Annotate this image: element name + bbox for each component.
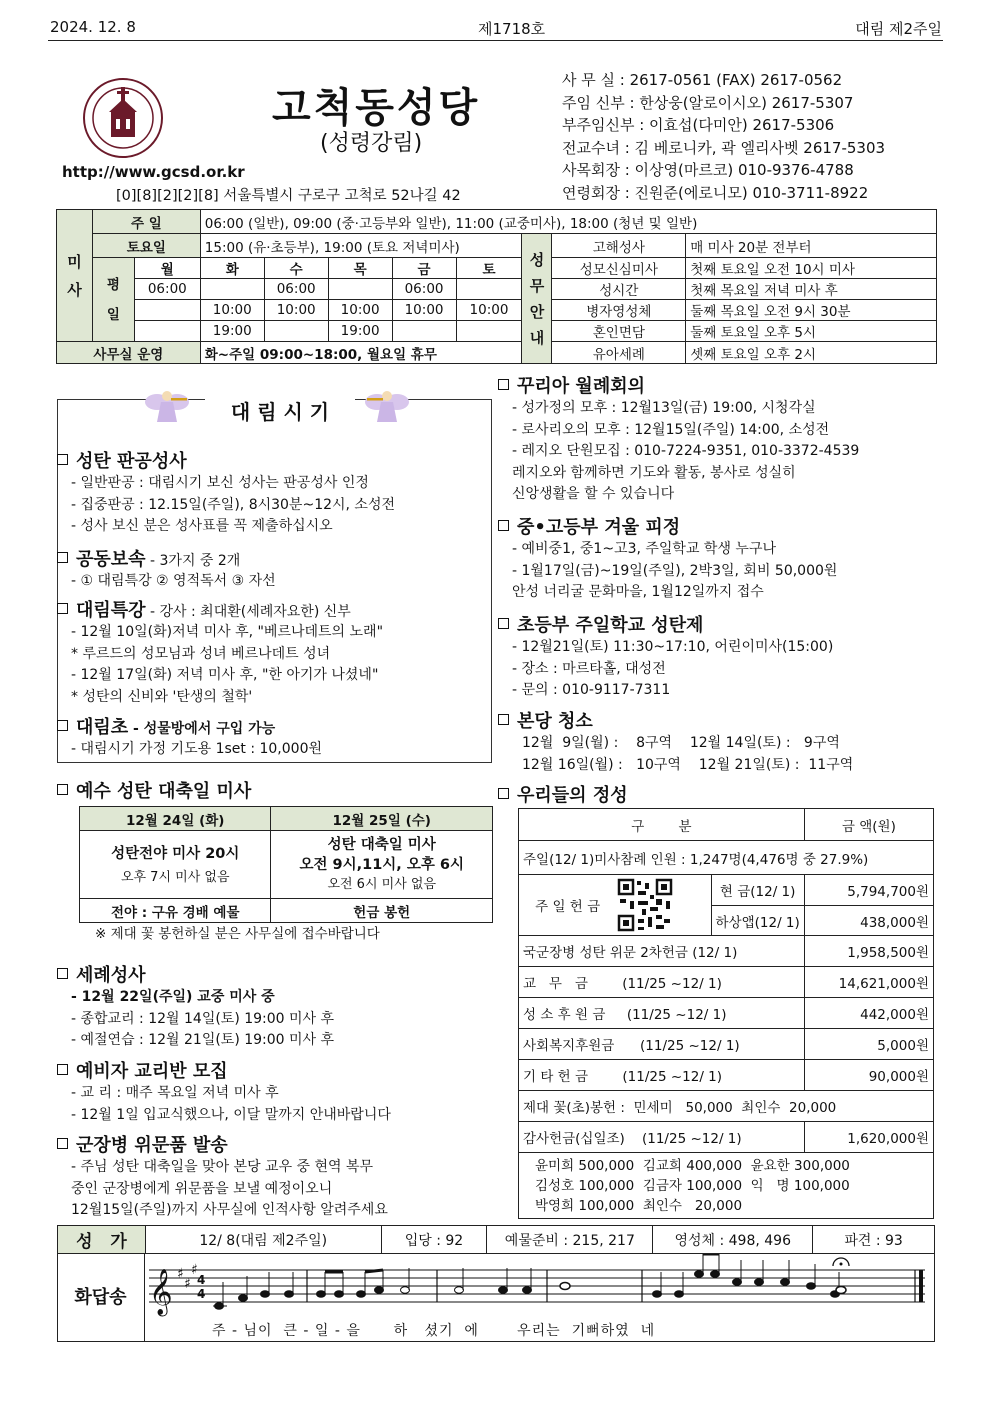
hymn-dismissal: 파견 : 93 (813, 1226, 935, 1254)
list-item: - ① 대림특강 ② 영적독서 ③ 자선 (71, 573, 276, 589)
section-title: 공동보속 - 3가지 중 2개 (57, 545, 276, 571)
curia-section (498, 372, 859, 506)
section-title: 꾸리아 월례회의 (498, 372, 859, 398)
advent-lecture (57, 596, 383, 708)
contact-office: 사 무 실 : 2617-0561 (FAX) 2617-0562 (562, 71, 843, 89)
contact-pastor: 주임 신부 : 한상웅(알로이시오) 2617-5307 (562, 93, 854, 112)
angel-trumpet-icon (143, 386, 191, 426)
baptism-section (57, 961, 334, 1052)
parish-name: 고척동성당 (272, 85, 481, 131)
sacrament-name: 병자영성체 (552, 300, 686, 321)
sacrament-name: 유아세례 (552, 342, 686, 364)
svg-text:4: 4 (197, 1273, 206, 1287)
list-item: 12월 9일(월) : 8구역 12월 14일(토) : 9구역 (522, 735, 840, 751)
svg-text:♯: ♯ (191, 1262, 198, 1278)
contact-assistant: 부주임신부 : 이효섭(다미안) 2617-5306 (562, 116, 835, 134)
psalm-label: 화답송 (57, 1253, 145, 1342)
list-item: - 예비중1, 중1~고3, 주일학교 학생 누구나 (512, 541, 776, 557)
list-item: 레지오와 함께하면 기도와 활동, 봉사로 성실히 (512, 464, 796, 481)
contact-council: 사목회장 : 이상영(마르코) 010-9376-4788 (562, 161, 854, 179)
svg-text:♯: ♯ (177, 1266, 184, 1282)
list-item: - 주님 성탄 대축일을 맞아 본당 교우 중 현역 복무 (71, 1159, 374, 1175)
sacrament-name: 성시간 (552, 279, 686, 300)
hymns-label: 성 가 (58, 1226, 146, 1254)
mass-time-cell: 06:00 (134, 279, 200, 300)
children-festival-section (498, 611, 833, 702)
sacrament-side-label: 성 무 안 내 (522, 234, 552, 364)
day-header: 토 (456, 258, 522, 279)
mass-time-cell: 10:00 (328, 300, 392, 321)
offering-row-amount: 14,621,000원 (804, 967, 933, 998)
list-item: - 12월 17일(화) 저녁 미사 후, "한 아기가 나셨네" (71, 667, 379, 683)
angel-trumpet-icon (363, 386, 411, 426)
list-item: - 12월 1일 입교식했으나, 이달 말까지 안내바랍니다 (71, 1106, 391, 1123)
cash-label: 현 금(12/ 1) (711, 875, 804, 906)
list-item: 안성 너리굴 문화마을, 1월12일까지 접수 (512, 584, 764, 600)
parish-url[interactable]: http://www.gcsd.or.kr (62, 163, 245, 181)
hymn-communion: 영성체 : 498, 496 (653, 1226, 813, 1254)
liturgical-week: 대림 제2주일 (855, 20, 942, 38)
list-item: - 일반판공 : 대림시기 보신 성사는 판공성사 인정 (71, 475, 369, 491)
mass-time-cell: 06:00 (264, 279, 328, 300)
mass-time-cell: 10:00 (200, 300, 264, 321)
list-item: - 장소 : 마르타홀, 대성전 (512, 660, 666, 677)
section-title: 대림초 - 성물방에서 구입 가능 (57, 713, 322, 739)
sacrament-name: 혼인면담 (552, 321, 686, 342)
offering-row-label: 국군장병 성탄 위문 2차헌금 (12/ 1) (519, 936, 805, 967)
sacrament-time: 매 미사 20분 전부터 (686, 234, 937, 258)
offering-row-amount: 1,958,500원 (804, 936, 933, 967)
contact-list (562, 69, 934, 204)
day-header: 금 (392, 258, 456, 279)
qr-code-icon[interactable] (616, 875, 711, 936)
catechumen-section (57, 1057, 391, 1126)
offering-row-amount: 442,000원 (804, 998, 933, 1029)
section-title: 군장병 위문품 발송 (57, 1131, 388, 1157)
office-hours-text: 화~주일 09:00~18:00, 월요일 휴무 (200, 342, 522, 364)
app-amount: 438,000원 (804, 906, 933, 936)
sacrament-name: 고해성사 (552, 234, 686, 258)
advent-title: 대 림 시 기 (205, 396, 355, 425)
list-item: 신앙생활을 할 수 있습니다 (512, 486, 675, 502)
mass-time-cell: 10:00 (264, 300, 328, 321)
psalm-lyrics: 주 - 님이 큰 - 일 - 을 하 셨기 에 우리는 기뻐하였 네 (212, 1323, 656, 1339)
hymn-entrance: 입당 : 92 (381, 1226, 487, 1254)
issue-number: 제1718호 (478, 20, 546, 38)
cash-amount: 5,794,700원 (804, 875, 933, 906)
parish-subtitle: (성령강림) (320, 131, 423, 156)
svg-text:♯: ♯ (184, 1276, 191, 1292)
offering-row-label: 기 타 헌 금 (11/25 ~12/ 1) (519, 1060, 805, 1091)
offering-header-category: 구 분 (519, 809, 805, 841)
day-header: 수 (264, 258, 328, 279)
saturday-label: 토요일 (92, 234, 200, 258)
offering-header-amount: 금 액(원) (804, 809, 933, 841)
mass-side-label: 미 사 (57, 210, 93, 342)
list-item: - 집중판공 : 12.15일(주일), 8시30분~12시, 소성전 (71, 496, 396, 513)
sacrament-time: 둘째 목요일 오전 9시 30분 (686, 300, 937, 321)
christmas-eve-header: 12월 24일 (화) (80, 807, 271, 831)
list-item: - 성사 보신 분은 성사표를 꼭 제출하십시오 (71, 518, 333, 534)
list-item: 12월 16일(월) : 10구역 12월 21일(토) : 11구역 (522, 756, 854, 773)
flower-donation-note: ※ 제대 꽃 봉헌하실 분은 사무실에 접수바랍니다 (95, 926, 380, 942)
saturday-times: 15:00 (유·초등부), 19:00 (토요 저녁미사) (200, 234, 522, 258)
section-title: 세례성사 (57, 961, 334, 987)
advent-confession (57, 447, 395, 538)
offering-table (518, 808, 934, 1219)
mass-time-cell (456, 321, 522, 342)
thanks-offering-label: 감사헌금(십일조) (11/25 ~12/ 1) (519, 1122, 805, 1153)
section-title: 중•고등부 겨울 피정 (498, 513, 837, 539)
section-title: 예비자 교리반 모집 (57, 1057, 391, 1083)
app-label: 하상앱(12/ 1) (711, 906, 804, 936)
donor-list: 윤미희 500,000 김교희 400,000 윤요한 300,000 김성호 100,000 김금자 100,000 익 명 100,000 박영희 100,000 최인수 20,000 (519, 1153, 934, 1219)
mass-time-cell: 10:00 (392, 300, 456, 321)
mass-time-cell (328, 279, 392, 300)
christmas-eve-offering: 전야 : 구유 경배 예물 (80, 899, 271, 923)
youth-retreat-section (498, 513, 837, 604)
sunday-offering-label: 주 일 헌 금 (519, 875, 617, 936)
christmas-table (79, 806, 493, 923)
day-header: 목 (328, 258, 392, 279)
christmas-day-cell: 성탄 대축일 미사 오전 9시,11시, 오후 6시 오전 6시 미사 없음 (271, 831, 493, 899)
mass-time-cell (264, 321, 328, 342)
section-title: 성탄 판공성사 (57, 447, 395, 473)
altar-flowers-row: 제대 꽃(초)봉헌 : 민세미 50,000 최인수 20,000 (519, 1091, 934, 1122)
list-item: - 종합교리 : 12월 14일(토) 19:00 미사 후 (71, 1010, 335, 1027)
thanks-offering-amount: 1,620,000원 (804, 1122, 933, 1153)
list-item: - 성가정의 모후 : 12월13일(금) 19:00, 시청각실 (512, 400, 816, 416)
issue-date: 2024. 12. 8 (50, 18, 136, 36)
sacrament-time: 둘째 토요일 오후 5시 (686, 321, 937, 342)
list-item: - 로사리오의 모후 : 12월15일(주일) 14:00, 소성전 (512, 421, 830, 438)
list-item: - 12월21일(토) 11:30~17:10, 어린이미사(15:00) (512, 639, 834, 655)
list-item: * 루르드의 성모님과 성녀 베르나데트 성녀 (71, 645, 331, 662)
offering-title: 우리들의 정성 (498, 781, 628, 807)
day-header: 화 (200, 258, 264, 279)
hymns-bar (57, 1225, 935, 1254)
advent-candles (57, 713, 322, 761)
top-rule (48, 40, 943, 41)
list-item: - 1월17일(금)~19일(주일), 2박3일, 회비 50,000원 (512, 562, 838, 579)
weekday-label: 평 일 (92, 258, 134, 342)
hymn-offertory: 예물준비 : 215, 217 (487, 1226, 653, 1254)
offering-row-amount: 90,000원 (804, 1060, 933, 1091)
contact-funeral: 연령회장 : 진원준(에로니모) 010-3711-8922 (562, 183, 869, 202)
mass-time-cell (134, 300, 200, 321)
list-item: - 대림시기 가정 기도용 1set : 10,000원 (71, 741, 322, 757)
offering-row-label: 성 소 후 원 금 (11/25 ~12/ 1) (519, 998, 805, 1029)
sacrament-time: 첫째 토요일 오전 10시 미사 (686, 258, 937, 279)
cleaning-section (498, 707, 853, 776)
list-item: - 교 리 : 매주 목요일 저녁 미사 후 (71, 1085, 279, 1101)
svg-text:𝄞: 𝄞 (149, 1269, 173, 1315)
list-item: * 성탄의 신비와 '탄생의 철학' (71, 688, 253, 705)
office-hours-label: 사무실 운영 (57, 342, 201, 364)
list-item: 중인 군장병에게 위문품을 보낼 예정이오니 (71, 1180, 333, 1197)
list-item: - 문의 : 010-9117-7311 (512, 682, 671, 698)
attendance-row: 주일(12/ 1)미사참례 인원 : 1,247명(4,476명 중 27.9%) (519, 841, 934, 875)
parish-seal-icon (82, 77, 164, 159)
list-item: - 레지오 단원모집 : 010-7224-9351, 010-3372-4539 (512, 443, 860, 459)
mass-schedule-table (56, 209, 937, 364)
sunday-times: 06:00 (일반), 09:00 (중·고등부와 일반), 11:00 (교중미사), 18:00 (청년 및 일반) (200, 210, 936, 234)
contact-sisters: 전교수녀 : 김 베로니카, 곽 엘리사벳 2617-5303 (562, 138, 886, 157)
sacrament-time: 셋째 토요일 오후 2시 (686, 342, 937, 364)
mass-time-cell: 10:00 (456, 300, 522, 321)
section-title: 본당 청소 (498, 707, 853, 733)
parish-address: [0][8][2][2][8] 서울특별시 구로구 고척로 52나길 42 (116, 188, 461, 204)
section-title: 초등부 주일학교 성탄제 (498, 611, 833, 637)
mass-time-cell (456, 279, 522, 300)
offering-row-amount: 5,000원 (804, 1029, 933, 1060)
list-item: - 12월 22일(주일) 교중 미사 중 (71, 989, 275, 1005)
mass-time-cell: 19:00 (200, 321, 264, 342)
mass-time-cell (200, 279, 264, 300)
svg-text:4: 4 (197, 1287, 206, 1301)
christmas-eve-cell: 성탄전야 미사 20시 오후 7시 미사 없음 (80, 831, 271, 899)
mass-time-cell: 19:00 (328, 321, 392, 342)
list-item: - 12월 10일(화)저녁 미사 후, "베르나데트의 노래" (71, 624, 384, 640)
christmas-day-offering: 헌금 봉헌 (271, 899, 493, 923)
mass-time-cell: 06:00 (392, 279, 456, 300)
list-item: - 예절연습 : 12월 21일(토) 19:00 미사 후 (71, 1032, 335, 1048)
sacrament-name: 성모신심미사 (552, 258, 686, 279)
soldiers-section (57, 1131, 388, 1222)
psalm-score (147, 1254, 933, 1322)
mass-time-cell (392, 321, 456, 342)
sacrament-time: 첫째 목요일 저녁 미사 후 (686, 279, 937, 300)
hymns-date: 12/ 8(대림 제2주일) (145, 1226, 381, 1254)
sunday-label: 주 일 (92, 210, 200, 234)
offering-row-label: 교 무 금 (11/25 ~12/ 1) (519, 967, 805, 998)
section-title: 대림특강 - 강사 : 최대환(세례자요한) 신부 (57, 596, 383, 622)
christmas-day-header: 12월 25일 (수) (271, 807, 493, 831)
list-item: 12월15일(주일)까지 사무실에 인적사항 알려주세요 (71, 1202, 388, 1218)
offering-row-label: 사회복지후원금 (11/25 ~12/ 1) (519, 1029, 805, 1060)
mass-time-cell (134, 321, 200, 342)
advent-penance (57, 545, 276, 593)
day-header: 월 (134, 258, 200, 279)
christmas-title: 예수 성탄 대축일 미사 (57, 777, 251, 803)
